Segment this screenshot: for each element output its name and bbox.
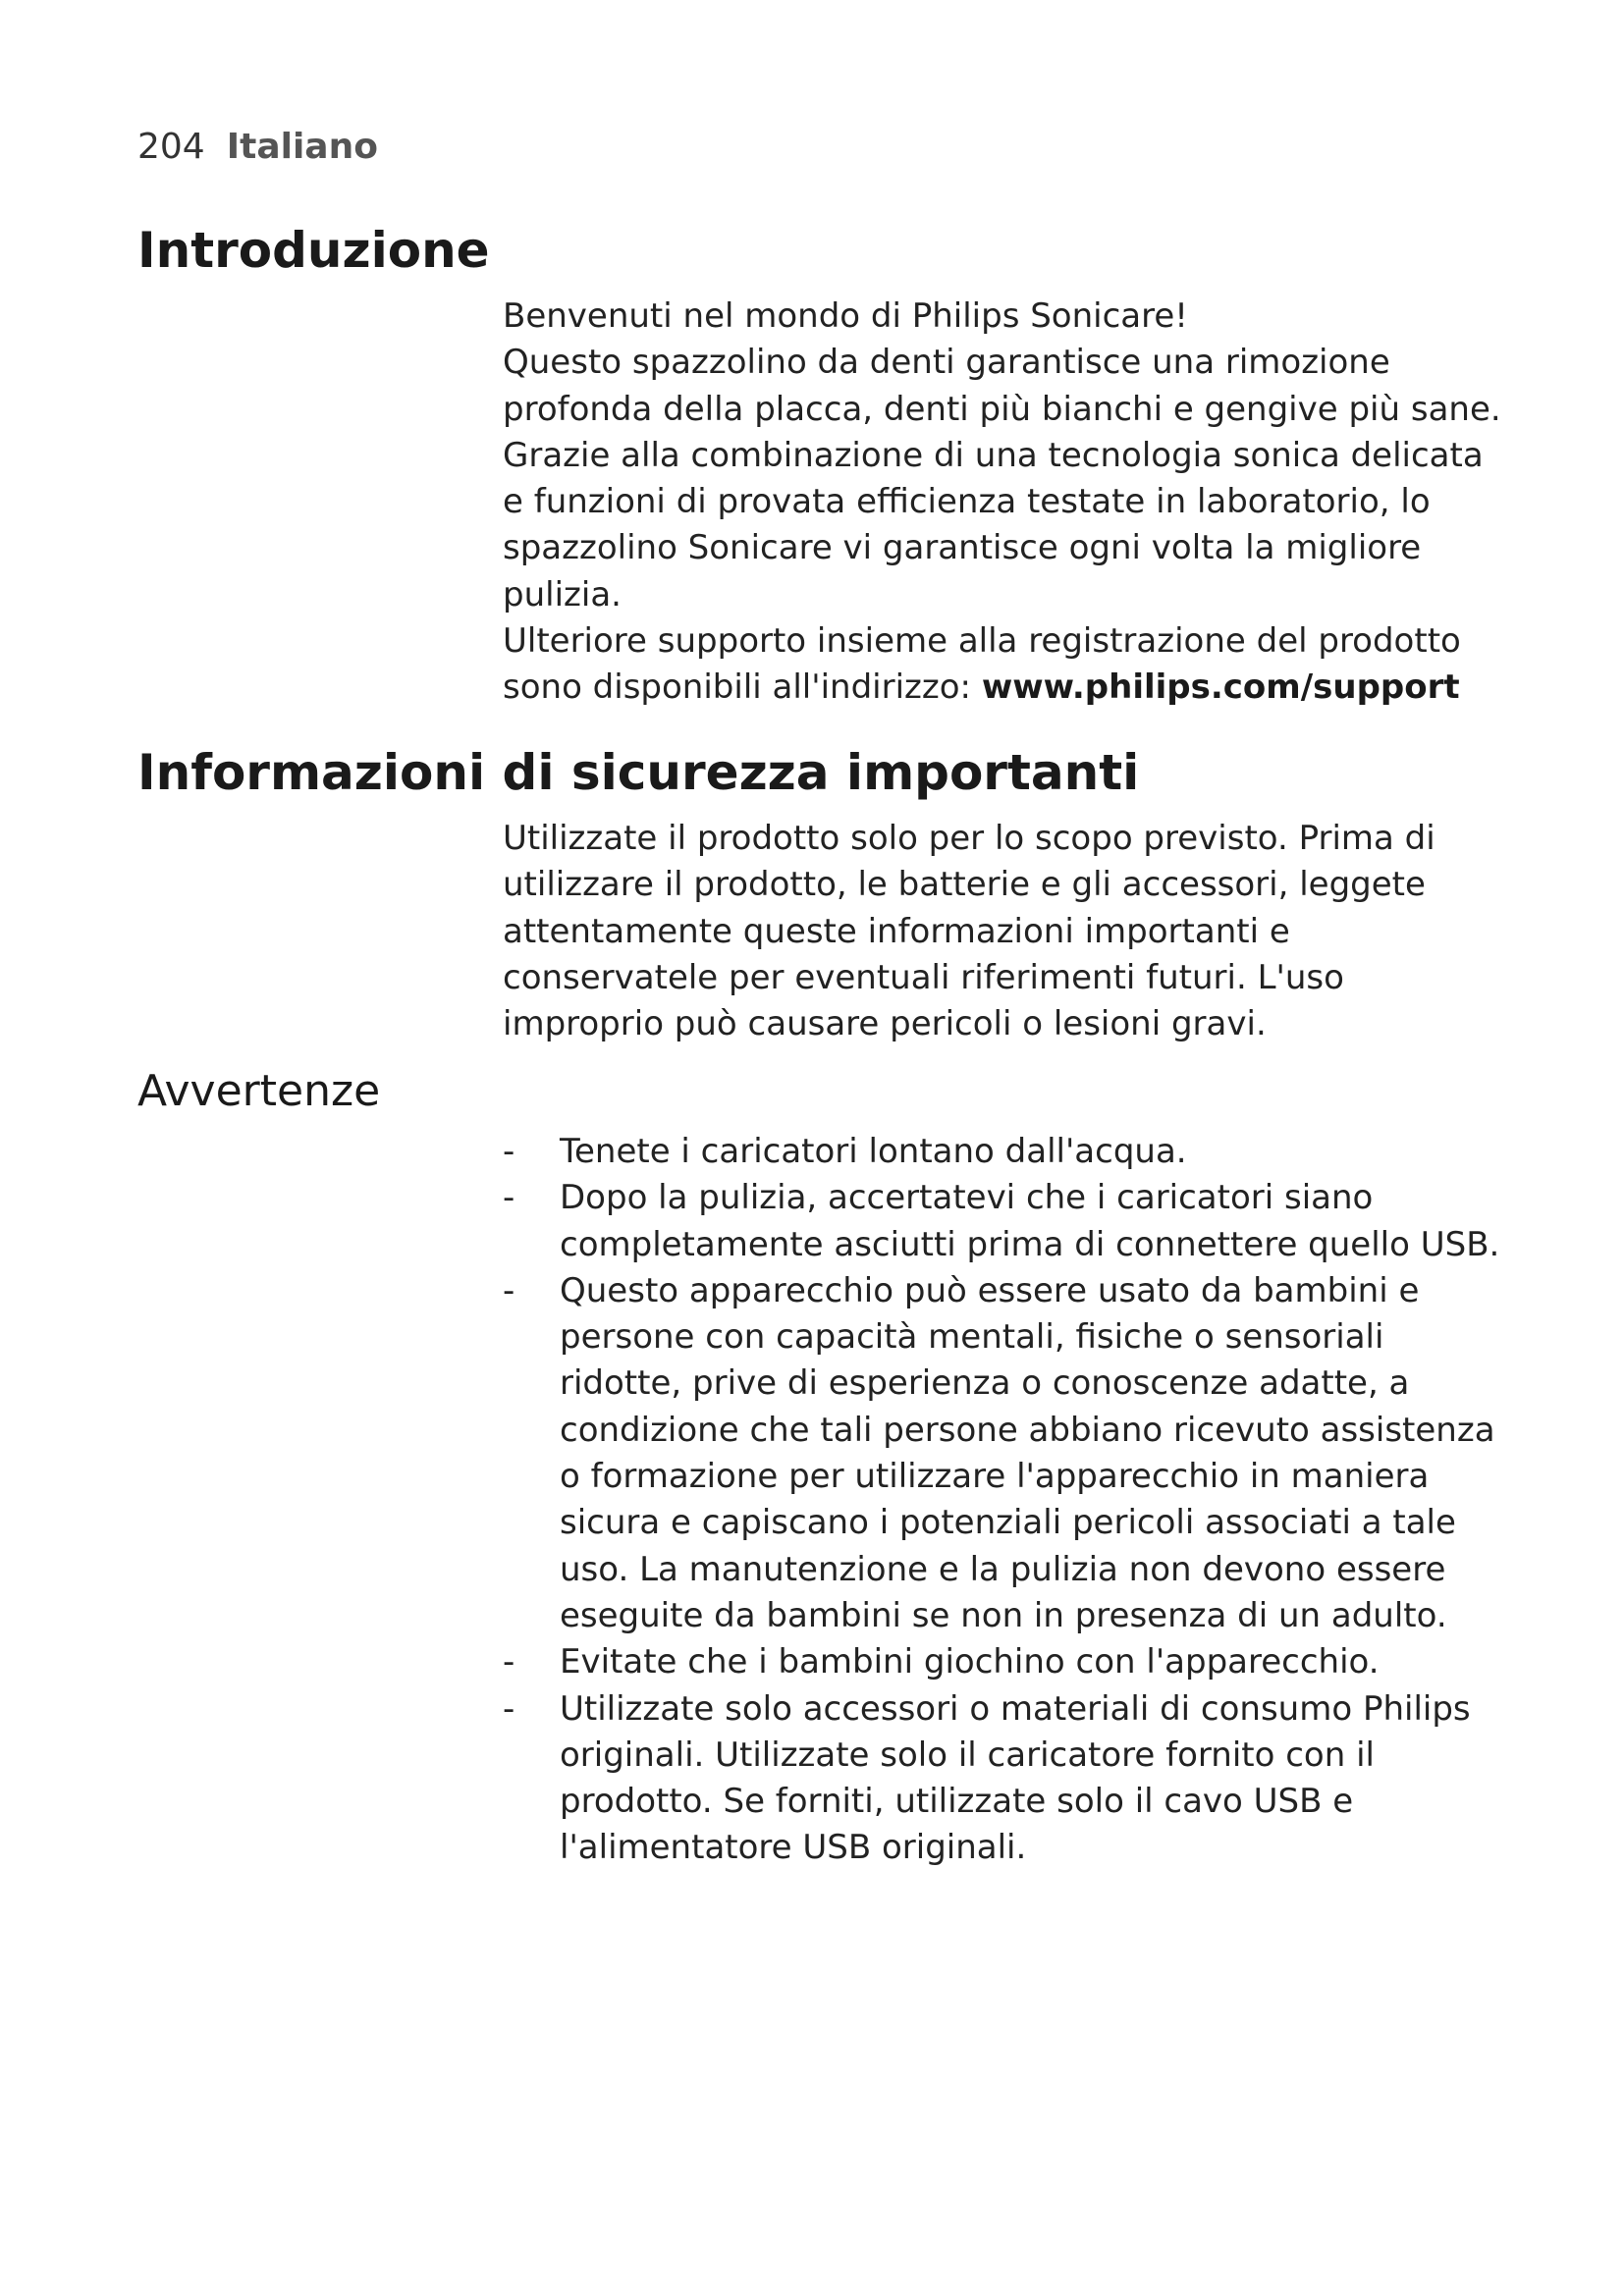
intro-body xyxy=(503,294,1514,712)
bullet-dash: - xyxy=(503,1270,515,1310)
safety-body xyxy=(503,816,1514,1047)
warnings-heading: Avvertenze xyxy=(137,1066,381,1116)
running-header xyxy=(137,126,378,169)
intro-heading: Introduzione xyxy=(137,222,490,279)
safety-heading: Informazioni di sicurezza importanti xyxy=(137,744,1140,801)
page-number: 204 xyxy=(137,127,205,167)
intro-welcome: Benvenuti nel mondo di Philips Sonicare! xyxy=(503,296,1188,336)
bullet-dash: - xyxy=(503,1178,515,1218)
warnings-body xyxy=(503,1129,1514,1872)
warnings-list xyxy=(503,1129,1514,1872)
warning-text: Tenete i caricatori lontano dall'acqua. xyxy=(560,1132,1187,1171)
language-label: Italiano xyxy=(226,127,378,167)
support-text: Ulteriore supporto insieme alla registrazione del prodotto sono disponibili all'indirizzo: xyxy=(503,621,1461,708)
bullet-dash: - xyxy=(503,1642,515,1682)
warning-text: Utilizzate solo accessori o materiali di consumo Philips originali. Utilizzate solo il caricatore fornito con il prodotto. Se forniti, utilizzate solo il cavo USB e l'alimentatore USB originali. xyxy=(560,1688,1471,1868)
bullet-dash: - xyxy=(503,1688,515,1729)
warning-item xyxy=(503,1268,1514,1639)
warning-text: Evitate che i bambini giochino con l'apparecchio. xyxy=(560,1642,1380,1682)
safety-text: Utilizzate il prodotto solo per lo scopo previsto. Prima di utilizzare il prodotto, le batterie e gli accessori, leggete attentamente queste informazioni importanti e conservatele per eventuali riferimenti futuri. L'uso improprio può causare pericoli o lesioni gravi. xyxy=(503,819,1435,1044)
warning-item xyxy=(503,1129,1514,1175)
warning-item xyxy=(503,1175,1514,1268)
intro-description: Questo spazzolino da denti garantisce una rimozione profonda della placca, denti più bianchi e gengive più sane. Grazie alla combinazione di una tecnologia sonica delicata e funzioni di provata efficienza testate in laboratorio, lo spazzolino Sonicare vi garantisce ogni volta la migliore pulizia. xyxy=(503,343,1501,614)
warning-item xyxy=(503,1639,1514,1685)
warning-text: Questo apparecchio può essere usato da bambini e persone con capacità mentali, fisiche o sensoriali ridotte, prive di esperienza o conoscenze adatte, a condizione che tali persone abbiano ricevuto assistenza o formazione per utilizzare l'apparecchio in maniera sicura e capiscano i potenziali pericoli associati a tale uso. La manutenzione e la pulizia non devono essere eseguite da bambini se non in presenza di un adulto. xyxy=(560,1270,1495,1635)
bullet-dash: - xyxy=(503,1132,515,1171)
warning-text: Dopo la pulizia, accertatevi che i caricatori siano completamente asciutti prima di connettere quello USB. xyxy=(560,1178,1500,1264)
warning-item xyxy=(503,1686,1514,1872)
intro-support xyxy=(503,618,1514,712)
support-link[interactable]: www.philips.com/support xyxy=(981,667,1460,708)
